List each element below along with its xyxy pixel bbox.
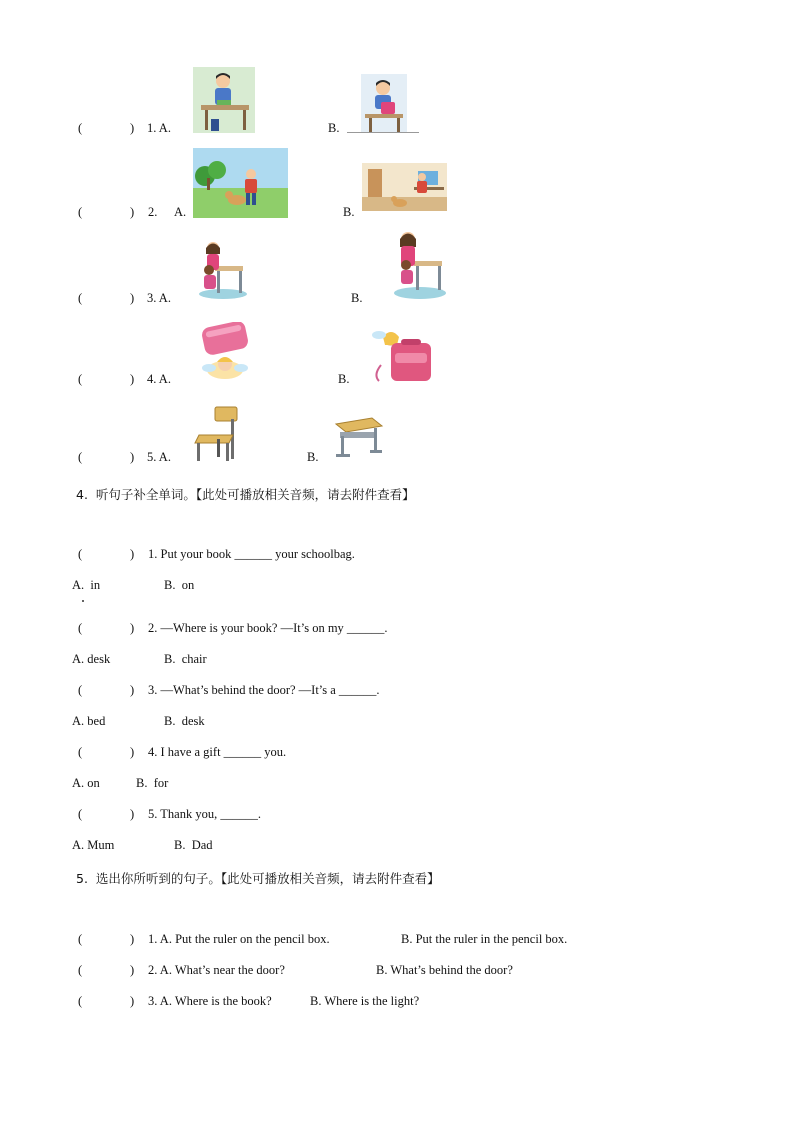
answer-paren-close: ) [130,291,135,305]
dot-mark [82,600,84,602]
answer-paren-close: ) [130,963,135,977]
section-5-heading: 5. 选出你所听到的句子。【此处可播放相关音频，请去附件查看】 [76,871,440,886]
answer-paren-close: ) [130,450,135,464]
answer-paren-open: ( [78,807,83,821]
option-b-label: B. [338,372,350,386]
option-b-text: B. Dad [174,838,213,852]
option-a-text: A. bed [72,714,106,728]
option-b-sentence: B. Put the ruler in the pencil box. [401,932,568,946]
option-b-sentence: B. Where is the light? [310,994,420,1008]
answer-paren-close: ) [130,205,135,219]
answer-paren-close: ) [130,932,135,946]
option-b-label: B. [351,291,363,305]
answer-paren-open: ( [78,932,83,946]
fairy-under-bag-picture [195,322,255,386]
answer-paren-close: ) [130,807,135,821]
section-4-heading: 4. 听句子补全单词。【此处可播放相关音频，请去附件查看】 [76,487,415,502]
option-a-label: A. [174,205,187,219]
option-b-text: B. for [136,776,169,790]
answer-paren-close: ) [130,372,135,386]
boy-with-bag-picture [361,74,407,133]
option-a-text: A. on [72,776,100,790]
answer-paren-open: ( [78,450,83,464]
question-text: 2. —Where is your book? —It’s on my ______. [148,621,388,635]
girls-near-desk-picture [386,229,450,301]
desk-picture [332,414,384,460]
question-text: 3. —What’s behind the door? —It’s a ______. [148,683,380,697]
answer-paren-open: ( [78,683,83,697]
option-b-label: B. [307,450,319,464]
boy-at-desk-picture [193,67,255,133]
answer-paren-open: ( [78,745,83,759]
answer-paren-open: ( [78,291,83,305]
question-text: 5. Thank you, ______. [148,807,261,821]
option-b-label: B. [343,205,355,219]
option-b-text: B. chair [164,652,207,666]
girls-at-desk-picture [193,240,249,302]
item-number: 2. [148,205,158,219]
item-number: 5. A. [147,450,171,464]
option-a-text: A. desk [72,652,111,666]
underline-decoration [347,132,419,133]
option-b-text: B. on [164,578,195,592]
option-b-label: B. [328,121,340,135]
option-b-text: B. desk [164,714,205,728]
answer-paren-close: ) [130,547,135,561]
answer-paren-open: ( [78,547,83,561]
answer-paren-open: ( [78,205,83,219]
answer-paren-open: ( [78,121,83,135]
chair-picture [193,405,241,463]
option-a-text: A. in [72,578,101,592]
answer-paren-open: ( [78,621,83,635]
answer-paren-close: ) [130,994,135,1008]
item-number: 1. A. [147,121,171,135]
boy-and-dog-outdoor-picture [193,148,288,218]
answer-paren-open: ( [78,963,83,977]
answer-paren-close: ) [130,121,135,135]
answer-paren-close: ) [130,683,135,697]
option-a-sentence: 1. A. Put the ruler on the pencil box. [148,932,330,946]
answer-paren-open: ( [78,372,83,386]
answer-paren-open: ( [78,994,83,1008]
boy-and-dog-indoor-picture [362,163,447,211]
item-number: 4. A. [147,372,171,386]
answer-paren-close: ) [130,621,135,635]
question-text: 1. Put your book ______ your schoolbag. [148,547,355,561]
option-a-sentence: 3. A. Where is the book? [148,994,272,1008]
item-number: 3. A. [147,291,171,305]
option-a-sentence: 2. A. What’s near the door? [148,963,285,977]
answer-paren-close: ) [130,745,135,759]
fairy-behind-bag-picture [363,325,441,385]
option-b-sentence: B. What’s behind the door? [376,963,513,977]
question-text: 4. I have a gift ______ you. [148,745,287,759]
option-a-text: A. Mum [72,838,115,852]
